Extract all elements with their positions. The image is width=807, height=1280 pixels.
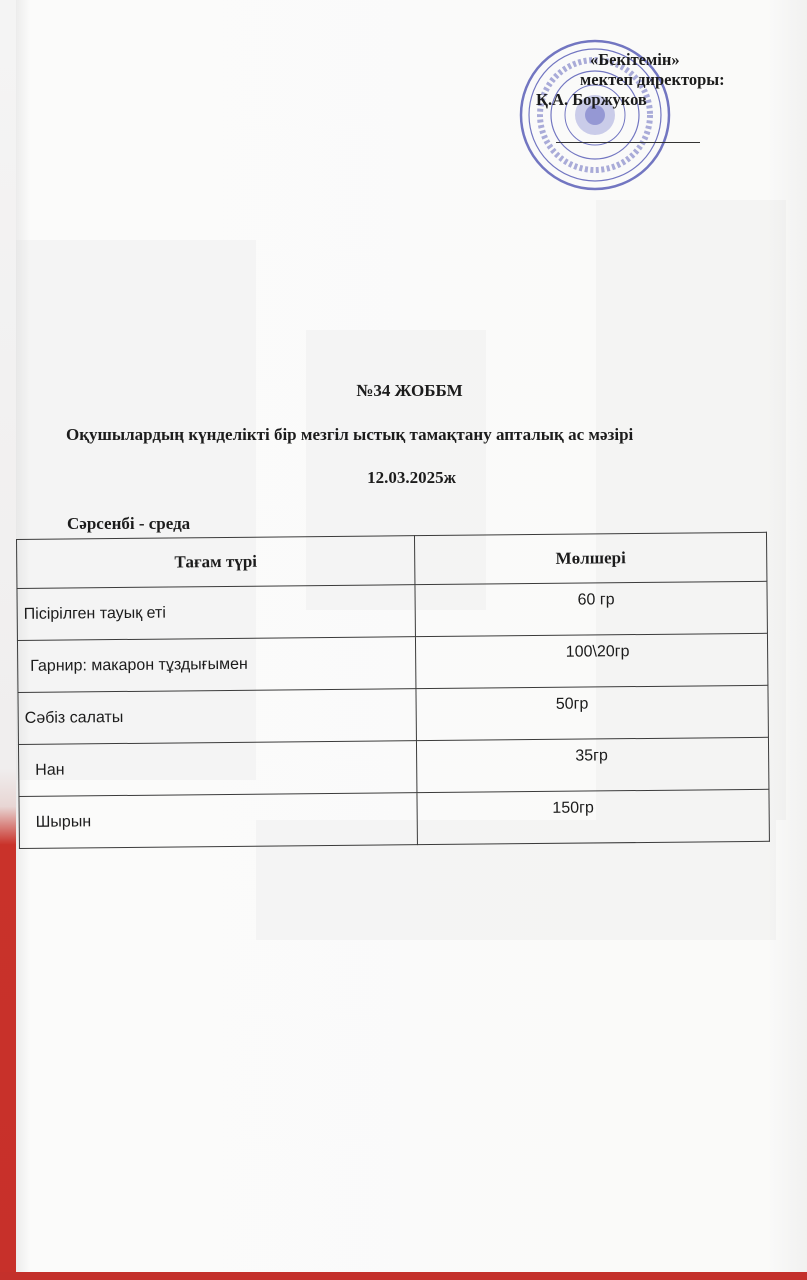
dish-amount: 50гр [555,695,589,713]
red-folder-bottom-edge [0,1272,807,1280]
dish-name: Пісірілген тауық еті [23,604,166,623]
dish-amount: 100\20гр [565,643,630,661]
column-header-amount: Мөлшері [414,532,766,584]
table-row [17,581,767,640]
weekday-label: Сәрсенбі - среда [67,514,191,533]
school-name: №34 ЖОББМ [356,381,463,400]
signature-line [556,142,700,143]
approval-position: мектеп директоры: [580,70,725,89]
dish-amount: 35гр [575,747,608,765]
dish-amount: 150гр [552,799,594,817]
table-row [18,737,768,796]
document-date: 12.03.2025ж [367,468,456,487]
dish-name: Шырын [35,812,92,831]
dish-amount: 60 гр [577,591,615,609]
table-row [19,789,769,848]
table-header-row [17,532,767,588]
table-row [17,633,767,692]
dish-name: Сәбіз салаты [24,708,124,727]
menu-table [16,532,770,831]
dish-name: Нан [35,761,65,779]
column-header-dish: Тағам түрі [17,536,415,589]
table-row [18,685,768,744]
approval-heading: «Бекітемін» [590,50,680,69]
red-folder-edge [0,0,16,1280]
dish-name: Гарнир: макарон тұздығымен [30,655,248,675]
approval-director-name: Қ.А. Боржуков [536,90,647,109]
document-title: Оқушылардың күнделікті бір мезгіл ыстық тамақтану апталық ас мәзірі [66,425,634,444]
approval-block [520,50,760,110]
